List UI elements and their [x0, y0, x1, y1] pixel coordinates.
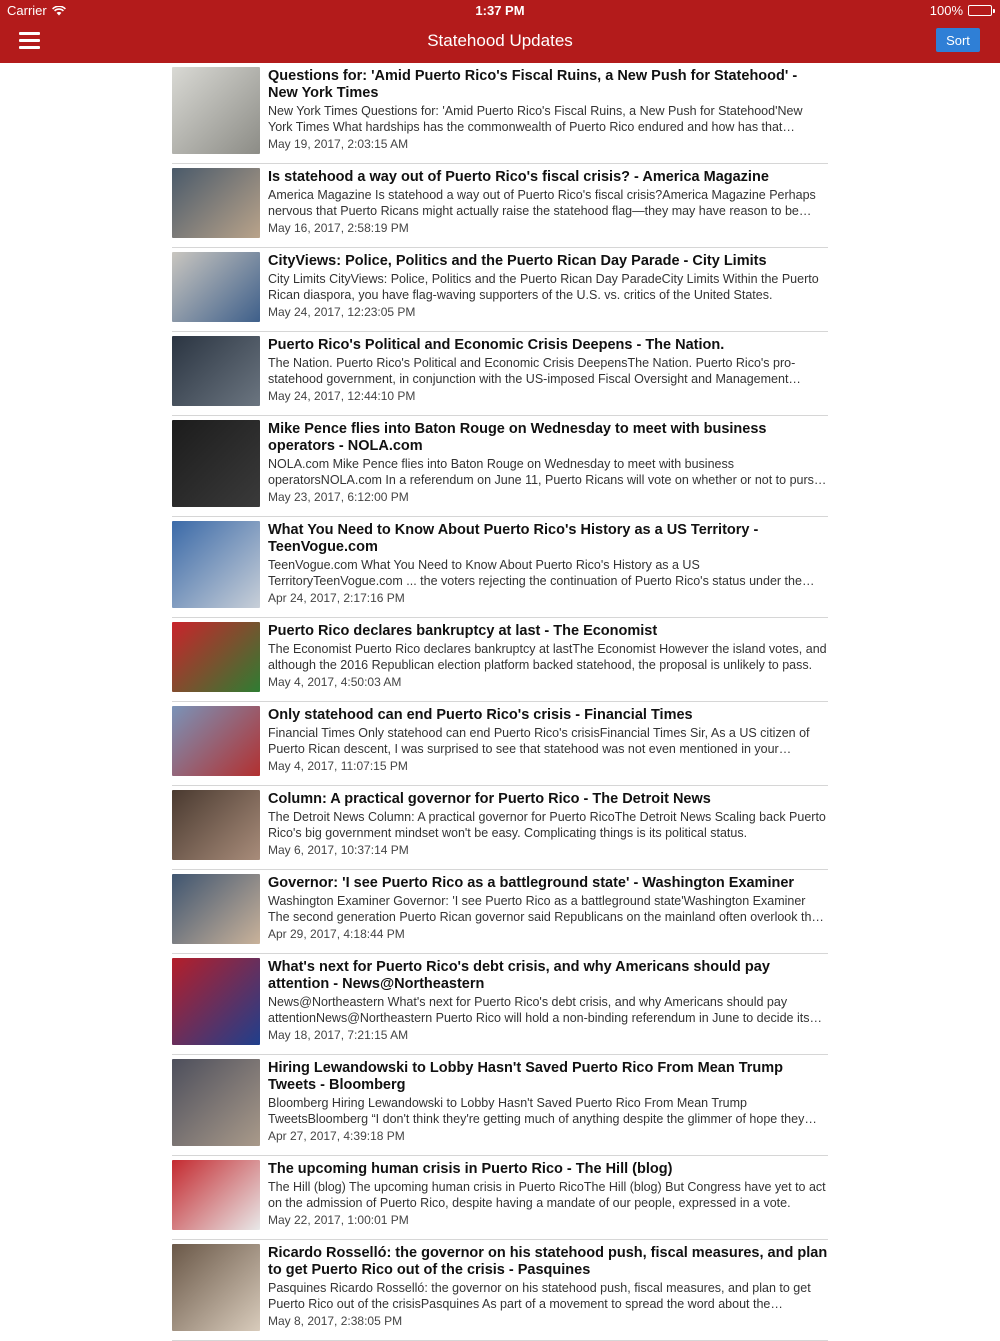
article-content — [268, 252, 828, 329]
article-content — [268, 1244, 828, 1338]
article-summary: The Detroit News Column: A practical governor for Puerto RicoThe Detroit News Scaling back Puerto Rico's big government mindset won't be easy. Complicating things is its political status. — [268, 810, 826, 840]
article-content — [268, 521, 828, 615]
article-content — [268, 622, 828, 699]
article-thumbnail — [172, 1059, 260, 1146]
article-thumbnail — [172, 521, 260, 608]
article-date: May 23, 2017, 6:12:00 PM — [268, 490, 409, 504]
article-title[interactable]: Puerto Rico's Political and Economic Crisis Deepens - The Nation. — [268, 337, 725, 353]
article-row[interactable] — [172, 416, 828, 517]
article-title[interactable]: Questions for: 'Amid Puerto Rico's Fiscal Ruins, a New Push for Statehood' - New York Times — [268, 68, 798, 101]
article-row[interactable] — [172, 63, 828, 164]
article-date: May 22, 2017, 1:00:01 PM — [268, 1213, 409, 1227]
article-row[interactable] — [172, 702, 828, 786]
article-content — [268, 1160, 828, 1237]
article-row[interactable] — [172, 954, 828, 1055]
article-row[interactable] — [172, 332, 828, 416]
page-title: Statehood Updates — [427, 31, 573, 50]
article-date: May 16, 2017, 2:58:19 PM — [268, 221, 409, 235]
article-thumbnail — [172, 790, 260, 860]
battery-icon — [968, 5, 992, 16]
article-summary: NOLA.com Mike Pence flies into Baton Rouge on Wednesday to meet with business operatorsNOLA.com In a referendum on June 11, Puerto Ricans will vote on whether or not to pursue — [268, 457, 828, 487]
article-summary: America Magazine Is statehood a way out of Puerto Rico's fiscal crisis?America Magazine Perhaps nervous that Puerto Ricans might actually raise the statehood flag—they may have reason to be — [268, 188, 816, 218]
article-date: May 8, 2017, 2:38:05 PM — [268, 1314, 403, 1328]
article-content — [268, 67, 828, 161]
article-row[interactable] — [172, 1156, 828, 1240]
top-bar — [0, 0, 1000, 63]
article-thumbnail — [172, 706, 260, 776]
article-title[interactable]: What You Need to Know About Puerto Rico's History as a US Territory - TeenVogue.com — [268, 522, 759, 555]
article-content — [268, 1059, 828, 1153]
article-title[interactable]: The upcoming human crisis in Puerto Rico - The Hill (blog) — [268, 1161, 673, 1177]
article-summary: New York Times Questions for: 'Amid Puerto Rico's Fiscal Ruins, a New Push for Statehood'New York Times What hardships has the commonwealth of Puerto Rico endured and how has that — [268, 104, 803, 134]
article-title[interactable]: Hiring Lewandowski to Lobby Hasn't Saved Puerto Rico From Mean Trump Tweets - Bloomberg — [268, 1060, 784, 1093]
article-summary: TeenVogue.com What You Need to Know About Puerto Rico's History as a US TerritoryTeenVogue.com ... the voters rejecting the continuation of Puerto Rico's status under the — [268, 558, 802, 588]
article-row[interactable] — [172, 1055, 828, 1156]
battery-indicator — [930, 3, 992, 18]
article-summary: News@Northeastern What's next for Puerto Rico's debt crisis, and why Americans should pay attentionNews@Northeastern Puerto Rico will hold a non-binding referendum in June to decide its — [268, 995, 810, 1025]
article-date: May 19, 2017, 2:03:15 AM — [268, 137, 409, 151]
status-bar — [0, 0, 1000, 20]
article-content — [268, 336, 828, 413]
article-title[interactable]: Ricardo Rosselló: the governor on his statehood push, fiscal measures, and plan to get Puerto Rico out of the crisis - Pasquines — [268, 1245, 828, 1278]
article-date: Apr 24, 2017, 2:17:16 PM — [268, 591, 405, 605]
article-summary: Washington Examiner Governor: 'I see Puerto Rico as a battleground state'Washington Examiner The second generation Puerto Rican governor said Republicans on the mainland often overlook the — [268, 894, 819, 924]
article-thumbnail — [172, 336, 260, 406]
article-title[interactable]: Mike Pence flies into Baton Rouge on Wednesday to meet with business operators - NOLA.com — [268, 421, 767, 454]
article-date: May 6, 2017, 10:37:14 PM — [268, 843, 409, 857]
article-date: May 4, 2017, 11:07:15 PM — [268, 759, 408, 773]
article-thumbnail — [172, 874, 260, 944]
article-date: May 18, 2017, 7:21:15 AM — [268, 1028, 409, 1042]
article-summary: Pasquines Ricardo Rosselló: the governor on his statehood push, fiscal measures, and plan to get Puerto Rico out of the crisisPasquines As part of a movement to spread the word about the — [268, 1281, 811, 1311]
article-content — [268, 420, 828, 514]
article-row[interactable] — [172, 786, 828, 870]
navigation-bar — [0, 20, 1000, 63]
article-title[interactable]: Only statehood can end Puerto Rico's crisis - Financial Times — [268, 707, 693, 723]
clock: 1:37 PM — [475, 3, 525, 18]
article-title[interactable]: Is statehood a way out of Puerto Rico's fiscal crisis? - America Magazine — [268, 169, 769, 185]
article-summary: Financial Times Only statehood can end Puerto Rico's crisisFinancial Times Sir, As a US citizen of Puerto Rican descent, I was surprised to see that statehood was not even mentioned in your — [268, 726, 810, 756]
article-row[interactable] — [172, 618, 828, 702]
article-thumbnail — [172, 252, 260, 322]
article-row[interactable] — [172, 870, 828, 954]
sort-button[interactable]: Sort — [936, 28, 980, 52]
article-content — [268, 168, 828, 245]
article-content — [268, 958, 828, 1052]
article-title[interactable]: Column: A practical governor for Puerto Rico - The Detroit News — [268, 791, 711, 807]
article-row[interactable] — [172, 517, 828, 618]
article-summary: City Limits CityViews: Police, Politics and the Puerto Rican Day ParadeCity Limits Within the Puerto Rican diaspora, you have flag-waving supporters of the U.S. vs. critics of the United States. — [268, 272, 819, 302]
article-title[interactable]: Governor: 'I see Puerto Rico as a battleground state' - Washington Examiner — [268, 875, 795, 891]
article-thumbnail — [172, 1160, 260, 1230]
article-row[interactable] — [172, 164, 828, 248]
article-thumbnail — [172, 958, 260, 1045]
article-summary: Bloomberg Hiring Lewandowski to Lobby Hasn't Saved Puerto Rico From Mean Trump TweetsBloomberg “I don't think they're getting much of anything despite the glimmer of hope they — [268, 1096, 805, 1126]
article-summary: The Economist Puerto Rico declares bankruptcy at lastThe Economist However the island votes, and although the 2016 Republican election platform backed statehood, the proposal is unlikely to pass. — [268, 642, 827, 672]
article-row[interactable] — [172, 248, 828, 332]
article-content — [268, 706, 828, 783]
article-thumbnail — [172, 1244, 260, 1331]
article-date: May 24, 2017, 12:23:05 PM — [268, 305, 416, 319]
article-thumbnail — [172, 168, 260, 238]
article-title[interactable]: CityViews: Police, Politics and the Puerto Rican Day Parade - City Limits — [268, 253, 767, 269]
article-title[interactable]: Puerto Rico declares bankruptcy at last - The Economist — [268, 623, 658, 639]
article-thumbnail — [172, 420, 260, 507]
article-list — [172, 63, 828, 1341]
article-row[interactable] — [172, 1240, 828, 1341]
article-title[interactable]: What's next for Puerto Rico's debt crisis, and why Americans should pay attention - News@Northeastern — [268, 959, 770, 992]
article-date: May 4, 2017, 4:50:03 AM — [268, 675, 402, 689]
article-thumbnail — [172, 67, 260, 154]
article-summary: The Hill (blog) The upcoming human crisis in Puerto RicoThe Hill (blog) But Congress have yet to act on the admission of Puerto Rico, despite having a mandate of our people, expressed in a vote. — [268, 1180, 826, 1210]
article-date: Apr 29, 2017, 4:18:44 PM — [268, 927, 405, 941]
article-date: Apr 27, 2017, 4:39:18 PM — [268, 1129, 405, 1143]
carrier-label: Carrier — [7, 3, 47, 18]
article-thumbnail — [172, 622, 260, 692]
article-summary: The Nation. Puerto Rico's Political and Economic Crisis DeepensThe Nation. Puerto Rico's pro-statehood government, in conjunction with the US-imposed Fiscal Oversight and Management — [268, 356, 796, 386]
article-date: May 24, 2017, 12:44:10 PM — [268, 389, 416, 403]
article-content — [268, 874, 828, 951]
article-content — [268, 790, 828, 867]
battery-percent: 100% — [929, 3, 963, 18]
